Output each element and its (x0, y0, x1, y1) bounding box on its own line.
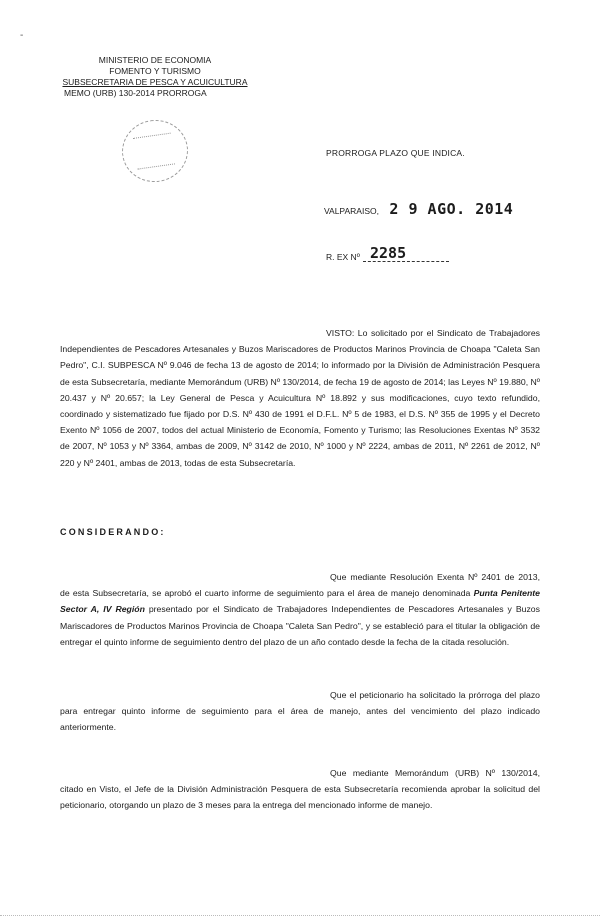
considerando-paragraph-2 (60, 687, 540, 736)
ministry-name: MINISTERIO DE ECONOMIA (98, 55, 212, 65)
ministry-subtitle: FOMENTO Y TURISMO (109, 66, 201, 76)
undersecretariat-name: SUBSECRETARIA DE PESCA Y ACUICULTURA (62, 77, 248, 87)
paragraph1-text-before: Que mediante Resolución Exenta Nº 2401 de 2013, de esta Subsecretaría, se aprobó el cuarto informe de seguimiento para el área de manejo denominada (60, 572, 540, 599)
margin-mark: - (20, 30, 24, 41)
official-seal-stamp (118, 116, 192, 187)
document-subject: PRORROGA PLAZO QUE INDICA. (326, 148, 465, 158)
resolution-number (326, 244, 449, 262)
date-stamp: 2 9 AGO. 2014 (389, 200, 514, 218)
place-and-date (324, 200, 513, 219)
area-name-emphasis: Punta Penitente Sector A, IV Región (60, 588, 540, 615)
considerando-paragraph-3 (60, 765, 540, 814)
page-bottom-edge (0, 914, 600, 916)
place-label: VALPARAISO, (324, 206, 379, 216)
paragraph3-text: Que mediante Memorándum (URB) Nº 130/2014, citado en Visto, el Jefe de la División Administración Pesquera de esta Subsecretaría recomienda aprobar la solicitud del peticionario, otorgando un plazo de 3 meses para la entrega del mencionado informe de manejo. (60, 768, 540, 811)
memo-reference: MEMO (URB) 130-2014 PRORROGA (64, 88, 207, 98)
considerando-heading: CONSIDERANDO: (60, 527, 166, 537)
visto-text: VISTO: Lo solicitado por el Sindicato de Trabajadores Independientes de Pescadores Artesanales y Buzos Mariscadores de Productos Marinos Provincia de Choapa "Caleta San Pedro", C.I. SUBPESCA Nº 9.046 de fecha 13 de agosto de 2014; lo informado por la División de Administración Pesquera de esta Subsecretaría, mediante Memorándum (URB) Nº 130/2014, de fecha 19 de agosto de 2014; las Leyes Nº 19.880, Nº 20.437 y Nº 20.657; la Ley General de Pesca y Acuicultura Nº 18.892 y sus modificaciones, cuyo texto refundido, coordinado y sistematizado fue fijado por D.S. Nº 430 de 1991 el D.F.L. Nº 5 de 1983, el D.S. Nº 355 de 1995 y el Decreto Exento Nº 1056 de 2007, todos del actual Ministerio de Economía, Fomento y Turismo; las Resoluciones Exentas Nº 3532 de 2007, Nº 1053 y Nº 3364, ambas de 2009, Nº 3142 de 2010, Nº 1000 y Nº 2224, ambas de 2011, Nº 2261 de 2012, Nº 220 y Nº 2401, ambas de 2013, todas de esta Subsecretaría. (60, 328, 540, 468)
resolution-number-stamp: 2285 (370, 244, 407, 262)
visto-paragraph (60, 325, 540, 471)
considerando-paragraph-1 (60, 569, 540, 650)
letterhead (60, 55, 250, 99)
resolution-label: R. EX Nº (326, 252, 360, 262)
paragraph1-text-after: presentado por el Sindicato de Trabajadores Independientes de Pescadores Artesanales y Buzos Mariscadores de Productos Marinos Provincia de Choapa "Caleta San Pedro", y se estableció para el titular la obligación de entregar el quinto informe de seguimiento dentro del plazo de un año contado desde la fecha de la citada resolución. (60, 604, 540, 647)
seal-inner-mark (133, 133, 175, 170)
paragraph2-text: Que el peticionario ha solicitado la prórroga del plazo para entregar quinto informe de seguimiento para el área de manejo, antes del vencimiento del plazo indicado anteriormente. (60, 690, 540, 733)
